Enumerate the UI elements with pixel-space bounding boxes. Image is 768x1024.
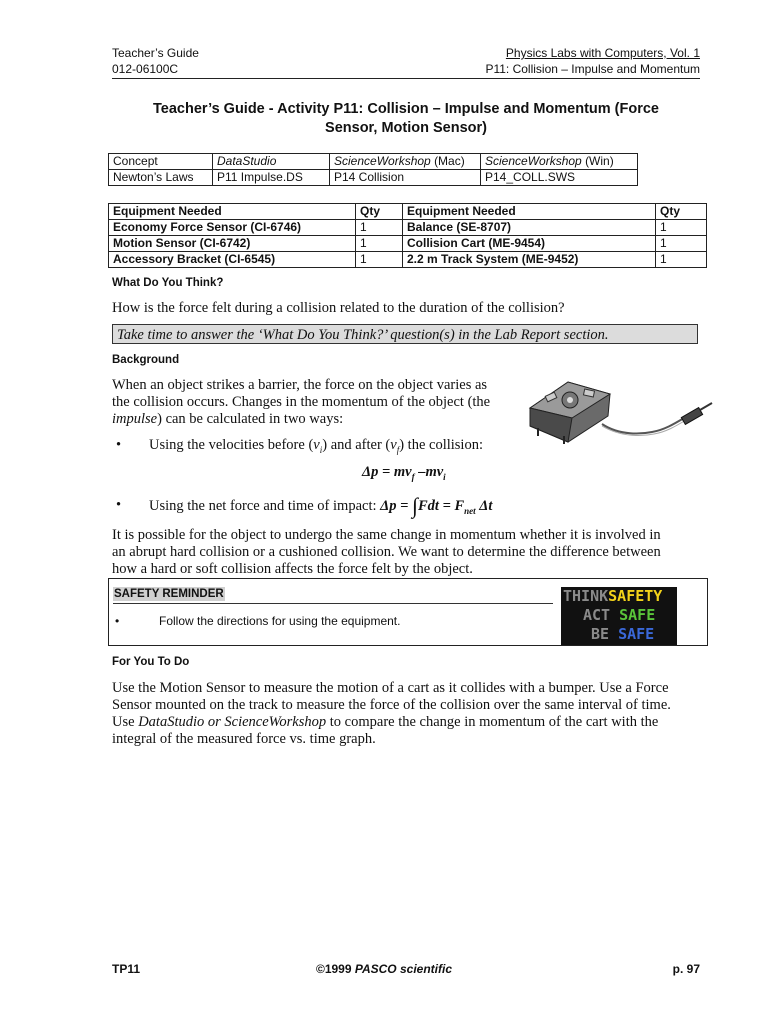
background-line: an abrupt hard collision or a cushioned collision. We want to determine the difference between <box>112 544 661 560</box>
velocity-text-c: ) the collision: <box>399 437 483 453</box>
datastudio-file-cell: P11 Impulse.DS <box>213 170 330 186</box>
eq2-b: Fdt = F <box>418 498 465 514</box>
force-sensor-illustration <box>524 372 714 470</box>
what-do-you-think-question: How is the force felt during a collision related to the duration of the collision? <box>112 300 565 316</box>
for-you-to-do-heading: For You To Do <box>112 656 190 668</box>
equipment-item: Collision Cart (ME-9454) <box>403 236 656 252</box>
procedure-line-pre: Use <box>112 714 139 730</box>
equipment-item: 2.2 m Track System (ME-9452) <box>403 252 656 268</box>
equipment-header-1: Equipment Needed <box>109 204 356 220</box>
eq1-sub-i: i <box>443 471 446 482</box>
equipment-qty: 1 <box>356 236 403 252</box>
integral-sign: ∫ <box>411 493 419 518</box>
background-line: how a hard or soft collision affects the force felt by the object. <box>112 561 473 577</box>
lab-report-callout: Take time to answer the ‘What Do You Think?’ question(s) in the Lab Report section. <box>112 324 698 344</box>
software-names: DataStudio or ScienceWorkshop <box>138 714 327 730</box>
footer-copyright <box>0 962 768 976</box>
eq2-c: Δt <box>475 498 493 514</box>
procedure-line: Use the Motion Sensor to measure the motion of a cart as it collides with a bumper. Use a Force <box>112 680 669 696</box>
bullet-marker: • <box>116 497 122 513</box>
sw-win-platform: (Win) <box>585 154 614 168</box>
for-you-to-do-paragraph <box>112 680 671 748</box>
equipment-item: Economy Force Sensor (CI-6746) <box>109 220 356 236</box>
impulse-equation <box>380 493 493 518</box>
equipment-row <box>109 252 707 268</box>
bullet-marker: • <box>115 614 120 628</box>
procedure-line: integral of the measured force vs. time graph. <box>112 731 376 747</box>
eq1-mid: –mv <box>414 464 444 480</box>
sw-mac-header <box>330 154 481 170</box>
background-line-rest: ) can be calculated in two ways: <box>157 411 344 427</box>
logo-act: ACT <box>583 606 611 624</box>
v-initial-sub: i <box>319 444 323 455</box>
concept-cell: Newton’s Laws <box>109 170 213 186</box>
equipment-row <box>109 220 707 236</box>
logo-think: THINK <box>563 587 609 605</box>
document-number: 012-06100C <box>112 62 179 76</box>
header-right <box>485 45 700 77</box>
concept-data-row <box>109 170 638 186</box>
what-do-you-think-heading: What Do You Think? <box>112 277 224 289</box>
background-heading: Background <box>112 354 180 366</box>
background-line <box>112 411 522 428</box>
footer-page-number: p. 97 <box>672 962 700 976</box>
lab-title: P11: Collision – Impulse and Momentum <box>485 62 700 76</box>
book-title: Physics Labs with Computers, Vol. 1 <box>505 46 700 60</box>
qty-header-2: Qty <box>656 204 707 220</box>
copyright-year: ©1999 <box>315 962 355 976</box>
logo-safe-blue: SAFE <box>618 625 655 643</box>
concept-header-row <box>109 154 638 170</box>
page-title-line2: Sensor, Motion Sensor) <box>325 120 487 136</box>
procedure-line <box>112 714 671 731</box>
concept-table <box>108 153 638 186</box>
equipment-item: Accessory Bracket (CI-6545) <box>109 252 356 268</box>
safety-heading: SAFETY REMINDER <box>114 588 224 600</box>
publisher-name: PASCO scientific <box>354 962 452 976</box>
v-final: v <box>390 437 397 453</box>
eq2-sub-net: net <box>464 505 476 516</box>
safety-reminder-box <box>108 578 708 646</box>
net-force-text: Using the net force and time of impact: <box>149 498 381 514</box>
equipment-table <box>108 203 707 268</box>
background-line: the collision occurs. Changes in the momentum of the object (the <box>112 394 491 410</box>
sw-mac-name: ScienceWorkshop <box>334 154 431 168</box>
logo-safety: SAFETY <box>608 587 663 605</box>
logo-line-3 <box>561 625 677 644</box>
sw-win-file-cell: P14_COLL.SWS <box>481 170 638 186</box>
sw-mac-platform: (Mac) <box>434 154 465 168</box>
equipment-row <box>109 236 707 252</box>
page-title <box>112 100 700 138</box>
equipment-qty: 1 <box>656 220 707 236</box>
logo-safe-green: SAFE <box>619 606 656 624</box>
impulse-term: impulse <box>112 411 158 427</box>
safety-divider <box>113 603 553 604</box>
v-initial: v <box>313 437 320 453</box>
sw-win-header <box>481 154 638 170</box>
procedure-line: Sensor mounted on the track to measure the force of the collision over the same interval of time. <box>112 697 671 713</box>
equipment-header-2: Equipment Needed <box>403 204 656 220</box>
sensor-plug <box>681 403 712 424</box>
equipment-qty: 1 <box>656 236 707 252</box>
background-paragraph-2 <box>112 527 661 578</box>
eq1-main: Δp = mv <box>362 464 412 480</box>
eq2-a: Δp = <box>380 498 412 514</box>
equipment-header-row <box>109 204 707 220</box>
velocity-text-b: ) and after ( <box>322 437 391 453</box>
datastudio-header: DataStudio <box>213 154 330 170</box>
guide-label: Teacher’s Guide <box>112 46 199 60</box>
equipment-qty: 1 <box>356 220 403 236</box>
procedure-line-post: to compare the change in momentum of the cart with the <box>326 714 659 730</box>
think-safety-logo <box>561 587 677 645</box>
equipment-qty: 1 <box>656 252 707 268</box>
sw-mac-file-cell: P14 Collision <box>330 170 481 186</box>
momentum-equation <box>362 464 446 482</box>
header-left <box>112 45 199 77</box>
header-rule <box>112 78 700 79</box>
background-line: It is possible for the object to undergo the same change in momentum whether it is involved in <box>112 527 661 543</box>
qty-header-1: Qty <box>356 204 403 220</box>
background-line: When an object strikes a barrier, the force on the object varies as <box>112 377 488 393</box>
safety-item: Follow the directions for using the equipment. <box>159 614 401 628</box>
velocity-method-text <box>149 437 483 459</box>
equipment-item: Motion Sensor (CI-6742) <box>109 236 356 252</box>
velocity-text-a: Using the velocities before ( <box>149 437 314 453</box>
net-force-method-text <box>149 493 493 520</box>
bullet-marker: • <box>116 437 122 453</box>
sw-win-name: ScienceWorkshop <box>485 154 582 168</box>
logo-line-1 <box>561 587 677 606</box>
logo-be: BE <box>591 625 610 643</box>
logo-line-2 <box>561 606 677 625</box>
background-paragraph-1 <box>112 377 522 428</box>
footer-activity-code: TP11 <box>112 962 141 976</box>
equipment-item: Balance (SE-8707) <box>403 220 656 236</box>
page-title-line1: Teacher’s Guide - Activity P11: Collision – Impulse and Momentum (Force <box>153 101 659 117</box>
eq1-sub-f: f <box>411 471 415 482</box>
concept-header: Concept <box>109 154 213 170</box>
force-sensor-body <box>530 382 610 444</box>
v-final-sub: f <box>396 444 400 455</box>
equipment-qty: 1 <box>356 252 403 268</box>
